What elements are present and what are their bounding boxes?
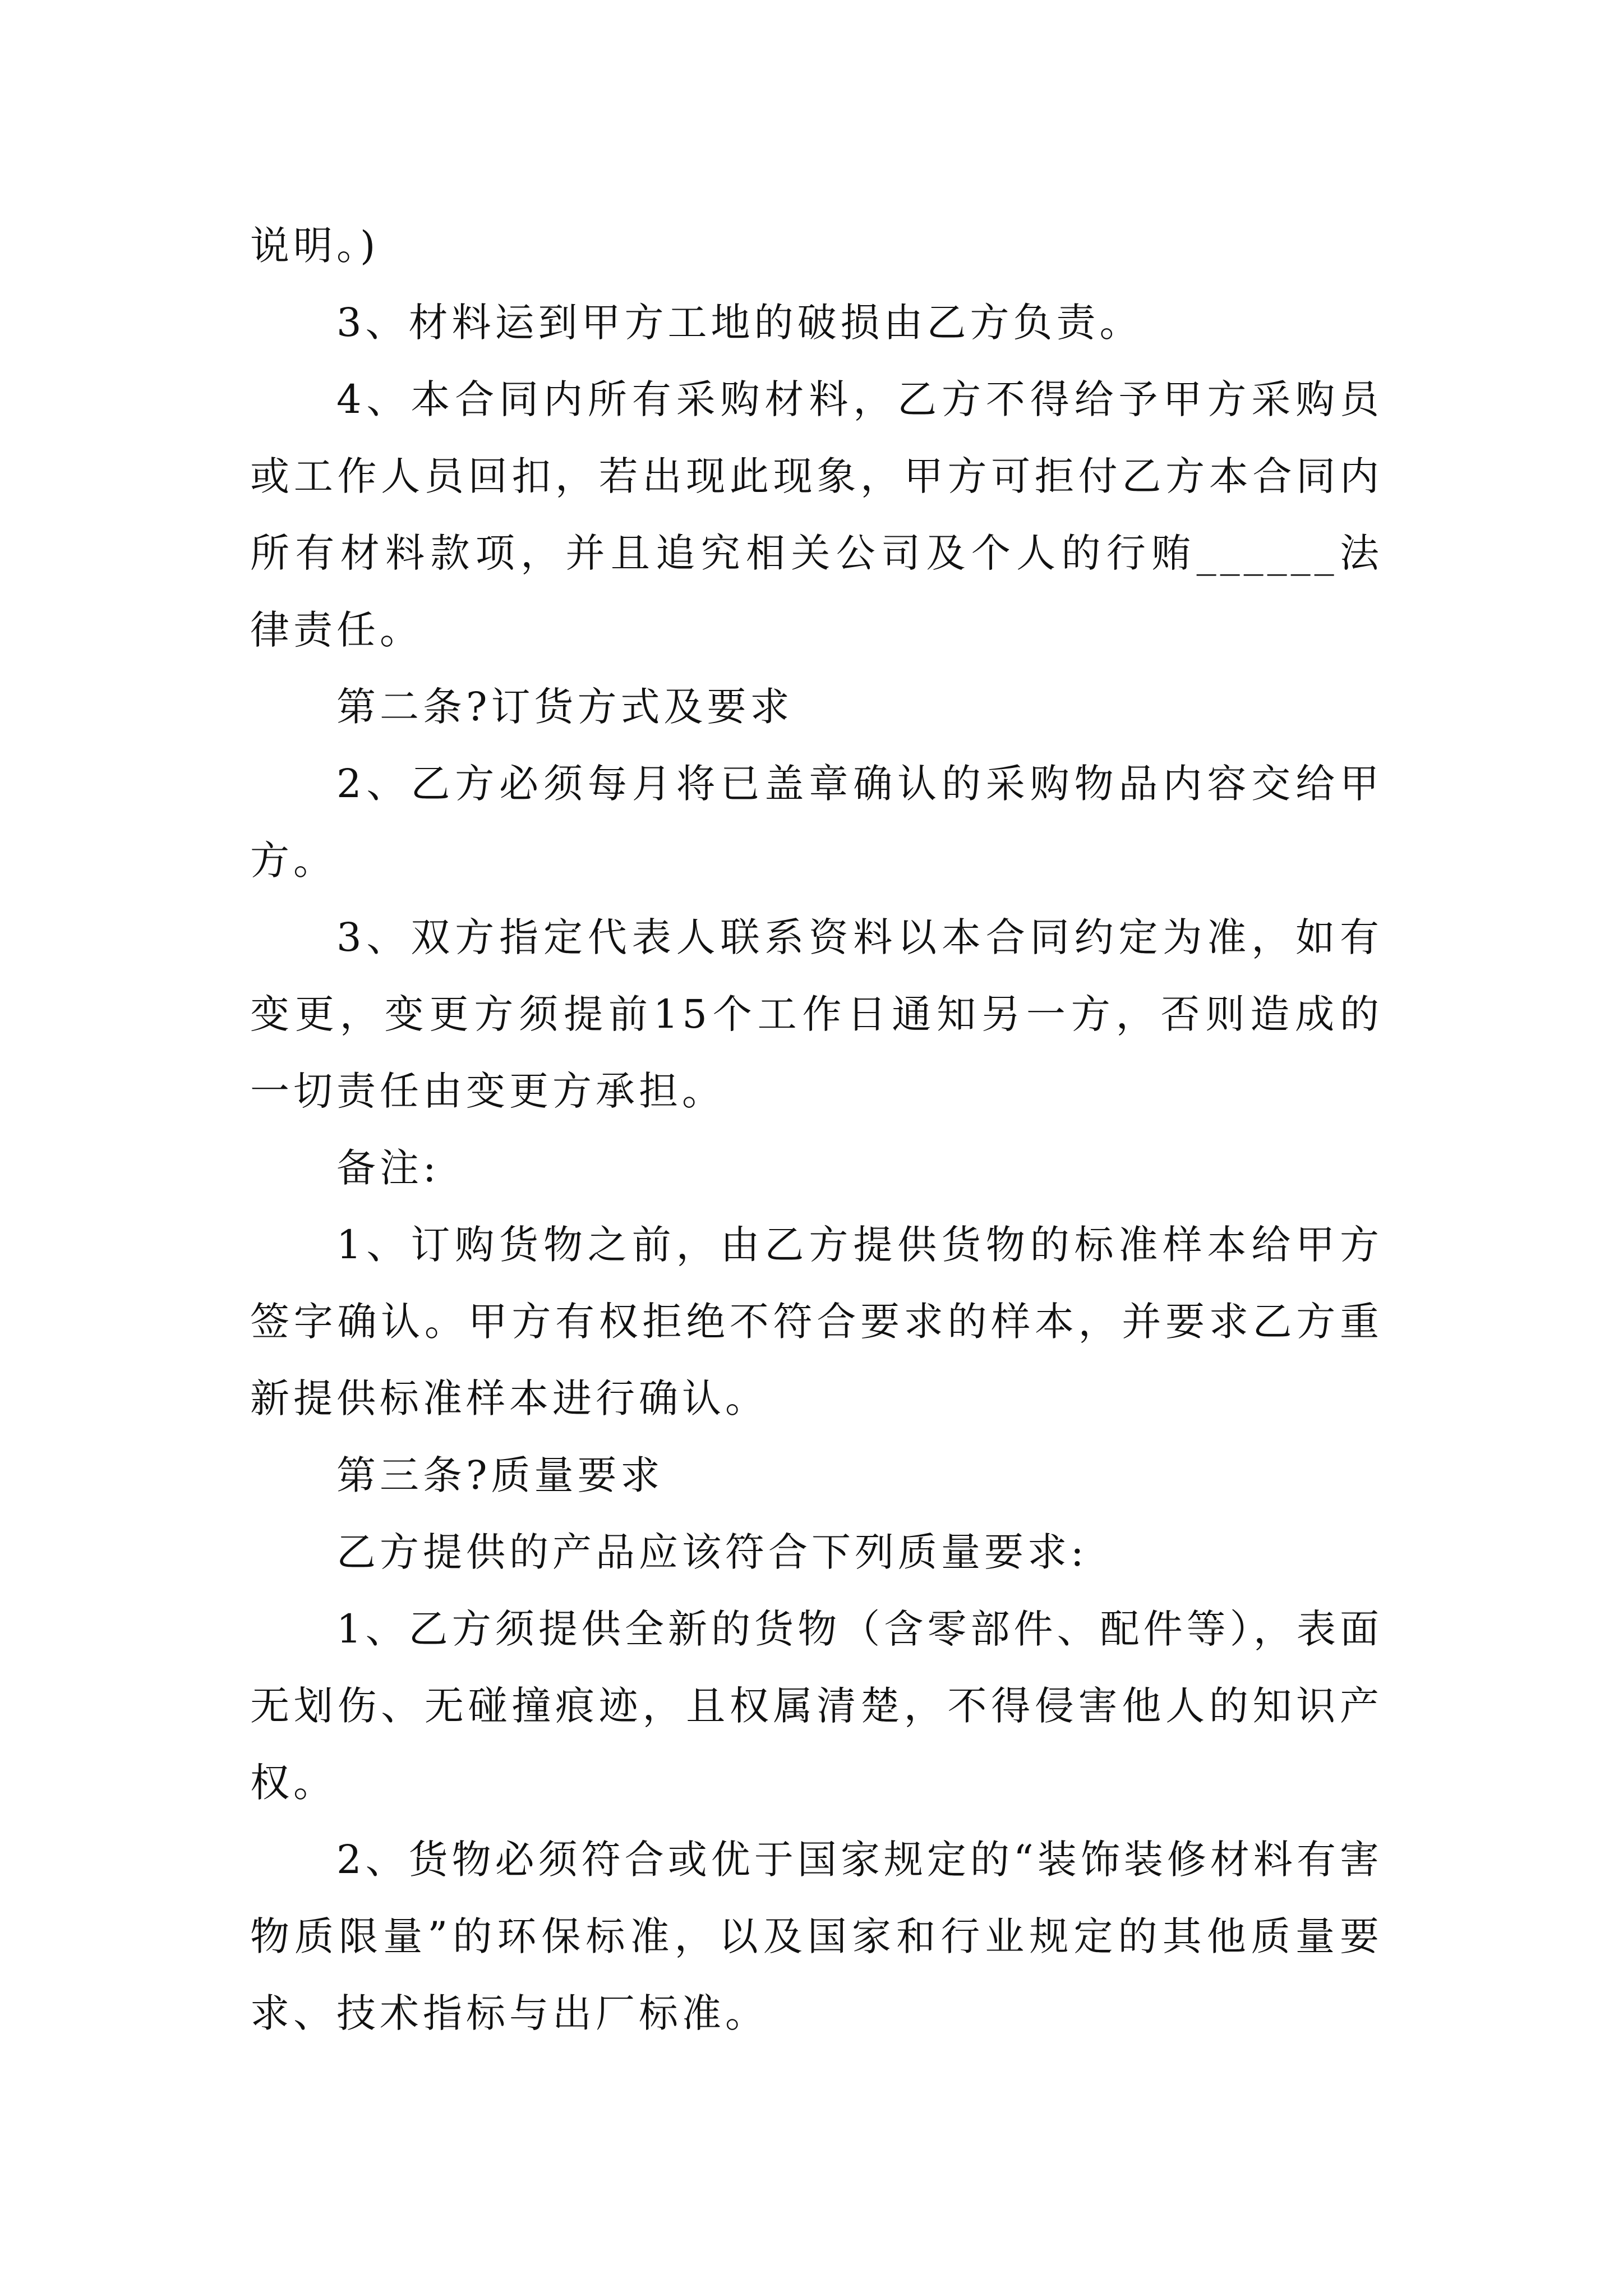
paragraph: 1、乙方须提供全新的货物（含零部件、配件等），表面无划伤、无碰撞痕迹，且权属清楚，不得侵害他人的知识产权。: [250, 1606, 1383, 1806]
paragraph: 乙方提供的产品应该符合下列质量要求:: [336, 1529, 1088, 1575]
paragraph: 3、双方指定代表人联系资料以本合同约定为准，如有变更，变更方须提前15个工作日通知另一方，否则造成的一切责任由变更方承担。: [250, 914, 1383, 1114]
document-body: [250, 208, 1383, 2052]
note-heading: 备注:: [336, 1145, 440, 1191]
paragraph: 4、本合同内所有采购材料，乙方不得给予甲方采购员或工作人员回扣，若出现此现象，甲方可拒付乙方本合同内所有材料款项，并且追究相关公司及个人的行贿______法律责任。: [250, 376, 1383, 653]
paragraph: 说明。): [250, 223, 380, 269]
section-heading: 第二条?订货方式及要求: [336, 684, 794, 730]
section-heading: 第三条?质量要求: [336, 1452, 664, 1498]
paragraph: 2、乙方必须每月将已盖章确认的采购物品内容交给甲方。: [250, 761, 1383, 884]
paragraph: 3、材料运到甲方工地的破损由乙方负责。: [336, 300, 1143, 346]
paragraph: 2、货物必须符合或优于国家规定的“装饰装修材料有害物质限量”的环保标准，以及国家和行业规定的其他质量要求、技术指标与出厂标准。: [250, 1837, 1383, 2036]
paragraph: 1、订购货物之前，由乙方提供货物的标准样本给甲方签字确认。甲方有权拒绝不符合要求的样本，并要求乙方重新提供标准样本进行确认。: [250, 1222, 1383, 1421]
